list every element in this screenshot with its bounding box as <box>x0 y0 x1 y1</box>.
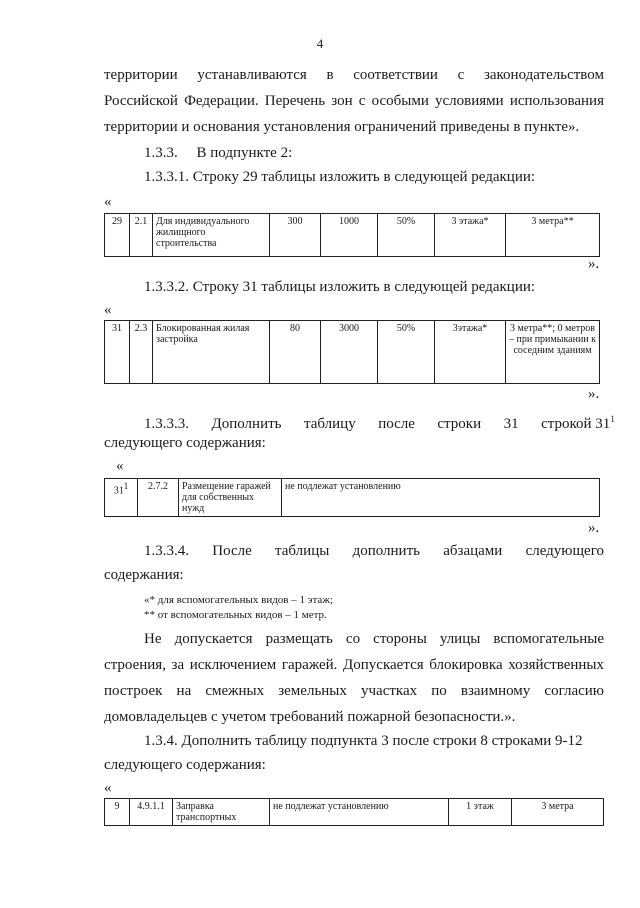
section-1-3-3-4-line2: содержания: <box>104 567 184 583</box>
section-1-3-3-1: 1.3.3.1. Строку 29 таблицы изложить в следующей редакции: <box>144 169 536 185</box>
section-1-3-3: 1.3.3. В подпункте 2: <box>144 145 293 161</box>
intro-line-3: территории и основания установления ограничений приведены в пункте». <box>104 119 580 135</box>
cell-min: 80 <box>270 321 321 384</box>
cell-number: 29 <box>105 214 130 257</box>
cell-setback: 3 метра** <box>506 214 600 257</box>
cell-value: не подлежат установлению <box>282 479 600 517</box>
table-row <box>105 799 604 826</box>
open-quote: « <box>104 302 112 318</box>
cell-floors: 3этажа* <box>435 321 506 384</box>
section-1-3-3-3 <box>144 408 615 435</box>
superscript: 1 <box>610 414 615 424</box>
cell-code: 4.9.1.1 <box>130 799 173 826</box>
cell-setback: 3 метра**; 0 метров – при примыкании к соседним зданиям <box>506 321 600 384</box>
paragraph-line-2: строения, за исключением гаражей. Допускается блокировка хозяйственных <box>104 657 604 673</box>
cell-name: Для индивидуального жилищного строительства <box>153 214 270 257</box>
footnote-2: ** от вспомогательных видов – 1 метр. <box>144 609 327 621</box>
cell-code: 2.3 <box>130 321 153 384</box>
table-row-29 <box>104 213 600 257</box>
cell-name: Размещение гаражей для собственных нужд <box>179 479 282 517</box>
close-quote: ». <box>588 520 600 536</box>
table-row <box>105 479 600 517</box>
table-row <box>105 214 600 257</box>
cell-percent: 50% <box>378 321 435 384</box>
cell-setback: 3 метра <box>512 799 604 826</box>
open-quote: « <box>104 194 112 210</box>
close-quote: ». <box>588 386 600 402</box>
cell-floors: 1 этаж <box>449 799 512 826</box>
paragraph-line-1: Не допускается размещать со стороны улицы вспомогательные <box>144 631 604 647</box>
table-row <box>105 321 600 384</box>
cell-number: 31 <box>105 321 130 384</box>
cell-percent: 50% <box>378 214 435 257</box>
cell-code: 2.7.2 <box>138 479 179 517</box>
section-1-3-3-2: 1.3.3.2. Строку 31 таблицы изложить в следующей редакции: <box>144 279 536 295</box>
section-1-3-3-4: 1.3.3.4. После таблицы дополнить абзацами следующего <box>144 543 604 559</box>
open-quote: « <box>116 458 124 474</box>
cell-name: Блокированная жилая застройка <box>153 321 270 384</box>
open-quote: « <box>104 780 112 796</box>
cell-max: 1000 <box>321 214 378 257</box>
cell-floors: 3 этажа* <box>435 214 506 257</box>
cell-max: 3000 <box>321 321 378 384</box>
footnote-1: «* для вспомогательных видов – 1 этаж; <box>144 594 333 606</box>
cell-name: Заправка транспортных <box>173 799 270 826</box>
table-row-31 <box>104 320 600 384</box>
table-row-31-1 <box>104 478 600 517</box>
table-row-9 <box>104 798 604 826</box>
intro-line-2: Российской Федерации. Перечень зон с особыми условиями использования <box>104 93 604 109</box>
close-quote: ». <box>588 256 600 272</box>
intro-line-1: территории устанавливаются в соответствии с законодательством <box>104 67 604 83</box>
cell-number: $31^1$ <box>105 479 138 517</box>
section-1-3-3-3-text: 1.3.3.3. Дополнить таблицу после строки 31 строкой 31 <box>144 416 611 432</box>
paragraph-line-3: построек на смежных земельных участках по взаимному согласию <box>104 683 604 699</box>
cell-min: 300 <box>270 214 321 257</box>
section-1-3-4: 1.3.4. Дополнить таблицу подпункта 3 после строки 8 строками 9-12 <box>144 733 583 749</box>
section-1-3-4-line2: следующего содержания: <box>104 757 266 773</box>
cell-number: 9 <box>105 799 130 826</box>
cell-value: не подлежат установлению <box>270 799 449 826</box>
cell-code: 2.1 <box>130 214 153 257</box>
page-number: 4 <box>316 36 324 51</box>
paragraph-line-4: домовладельцев с учетом требований пожарной безопасности.». <box>104 709 516 725</box>
section-1-3-3-3-line2: следующего содержания: <box>104 435 266 451</box>
